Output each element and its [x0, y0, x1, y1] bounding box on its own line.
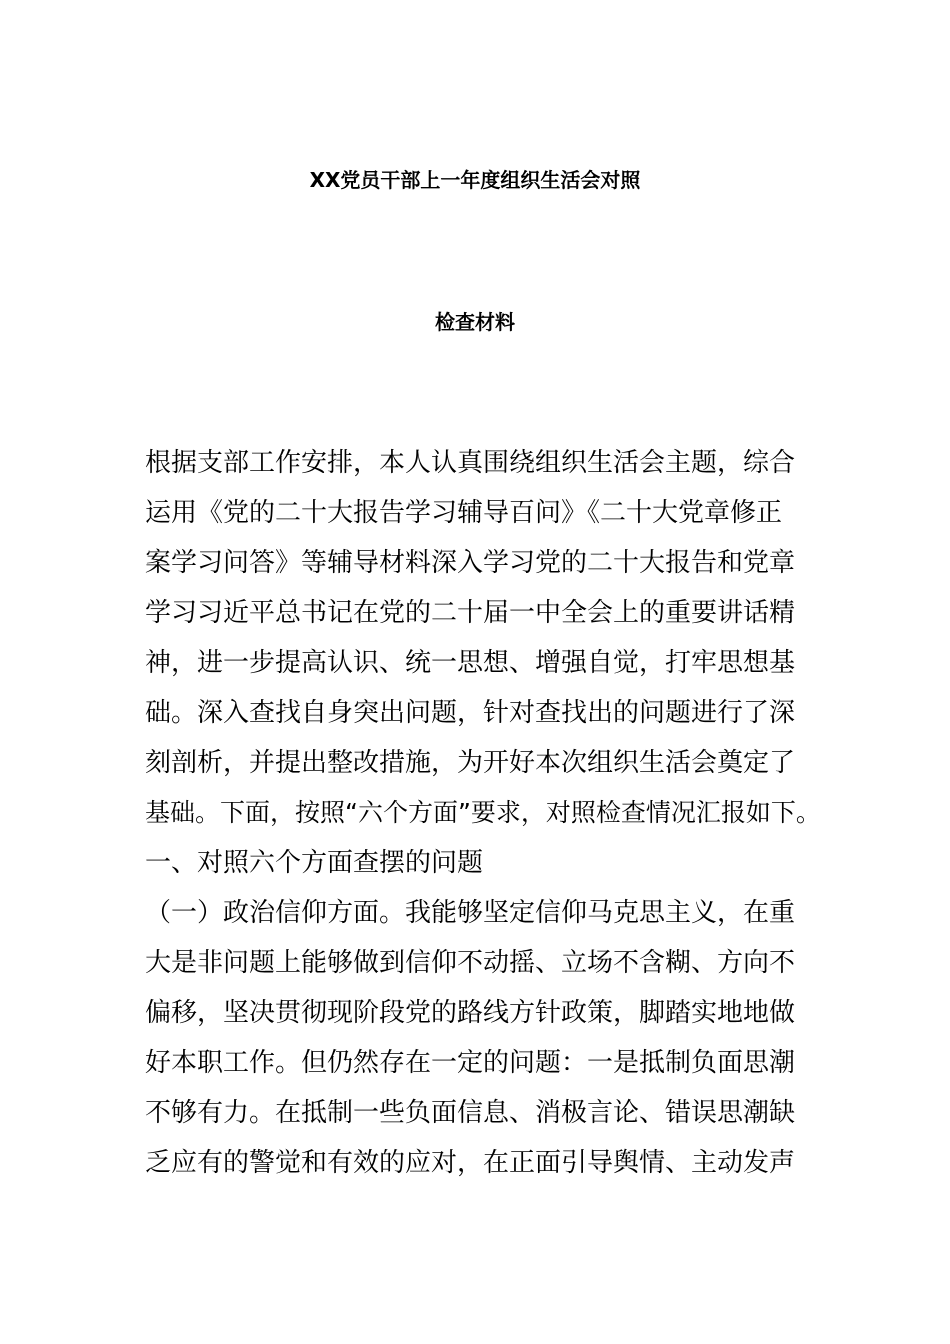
document-title-line-1: XX党员干部上一年度组织生活会对照 — [309, 168, 641, 192]
body-line: 好本职工作。但仍然存在一定的问题：一是抵制负面思潮 — [145, 1048, 796, 1078]
body-line: 基础。下面，按照“六个方面”要求，对照检查情况汇报如下。 — [145, 798, 821, 827]
body-line: 乏应有的警觉和有效的应对，在正面引导舆情、主动发声 — [145, 1148, 796, 1178]
body-line: 根据支部工作安排，本人认真围绕组织生活会主题，综合 — [145, 448, 796, 478]
body-line: 刻剖析，并提出整改措施，为开好本次组织生活会奠定了 — [145, 748, 796, 778]
body-line: 学习习近平总书记在党的二十届一中全会上的重要讲话精 — [145, 598, 796, 628]
body-line: 运用《党的二十大报告学习辅导百问》《二十大党章修正 — [145, 498, 783, 528]
body-line: 偏移，坚决贯彻现阶段党的路线方针政策，脚踏实地地做 — [145, 998, 796, 1028]
body-line: 神，进一步提高认识、统一思想、增强自觉，打牢思想基 — [145, 648, 796, 678]
body-line: 案学习问答》等辅导材料深入学习党的二十大报告和党章 — [145, 548, 796, 578]
document-title-line-2: 检查材料 — [435, 310, 515, 334]
body-line: 不够有力。在抵制一些负面信息、消极言论、错误思潮缺 — [145, 1098, 796, 1128]
body-line: 础。深入查找自身突出问题，针对查找出的问题进行了深 — [145, 698, 796, 728]
body-line: （一）政治信仰方面。我能够坚定信仰马克思主义，在重 — [145, 898, 796, 928]
section-heading: 一、对照六个方面查摆的问题 — [145, 848, 484, 878]
body-line: 大是非问题上能够做到信仰不动摇、立场不含糊、方向不 — [145, 948, 796, 978]
document-body — [145, 438, 825, 1188]
